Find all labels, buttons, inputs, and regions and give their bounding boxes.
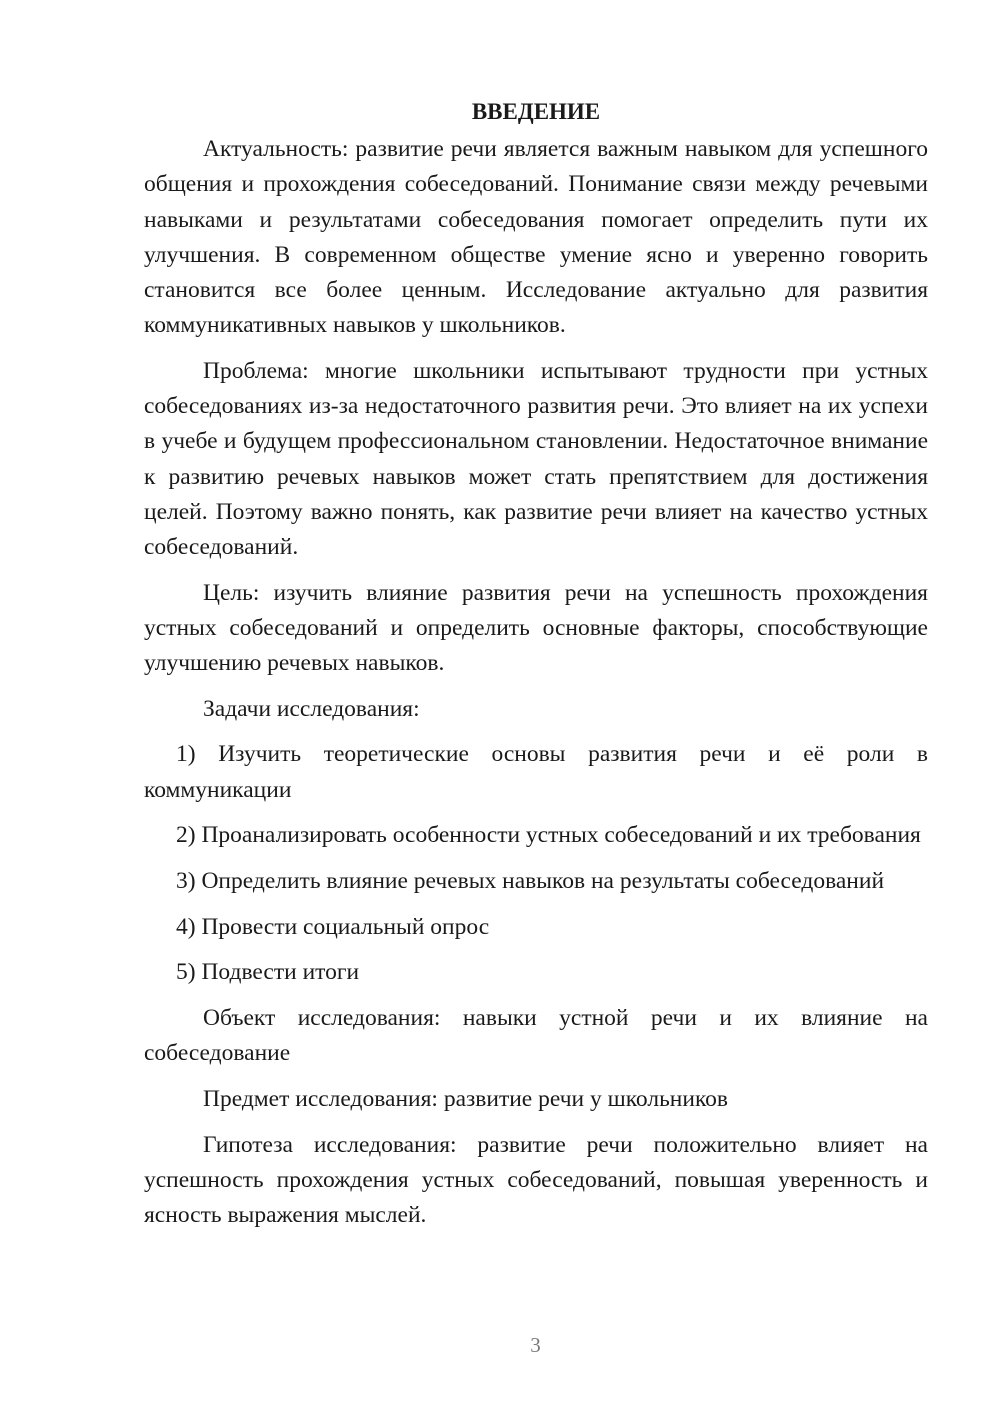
task-item: 3) Определить влияние речевых навыков на результаты собеседований	[176, 868, 885, 895]
task-item: 2) Проанализировать особенности устных собеседований и их требования	[176, 822, 921, 849]
hypothesis-paragraph: Гипотеза исследования: развитие речи положительно влияет на успешность прохождения устных собеседований, повышая уверенность и ясность выражения мыслей.	[144, 1131, 928, 1229]
relevance-paragraph: Актуальность: развитие речи является важным навыком для успешного общения и прохождения собеседований. Понимание связи между речевыми навыками и результатами собеседования помогает определить пути их улучшения. В современном обществе умение ясно и уверенно говорить становится все более ценным. Исследование актуально для развития коммуникативных навыков у школьников.	[144, 136, 928, 339]
tasks-heading: Задачи исследования:	[203, 695, 420, 722]
page-title: ВВЕДЕНИЕ	[471, 99, 601, 124]
problem-paragraph: Проблема: многие школьники испытывают трудности при устных собеседованиях из-за недостаточного развития речи. Это влияет на их успехи в учебе и будущем профессиональном становлении. Недостаточное внимание к развитию речевых навыков может стать препятствием для достижения целей. Поэтому важно понять, как развитие речи влияет на качество устных собеседований.	[144, 357, 928, 560]
page-number: 3	[530, 1333, 541, 1357]
task-item: 1) Изучить теоретические основы развития речи и её роли в коммуникации	[144, 741, 928, 803]
task-item: 4) Провести социальный опрос	[176, 913, 490, 940]
object-paragraph: Объект исследования: навыки устной речи и их влияние на собеседование	[144, 1005, 928, 1067]
page-content	[144, 94, 928, 1244]
goal-paragraph: Цель: изучить влияние развития речи на успешность прохождения устных собеседований и определить основные факторы, способствующие улучшению речевых навыков.	[144, 579, 928, 677]
tasks-list	[144, 737, 928, 990]
subject-paragraph: Предмет исследования: развитие речи у школьников	[203, 1086, 729, 1113]
task-item: 5) Подвести итоги	[176, 959, 360, 986]
